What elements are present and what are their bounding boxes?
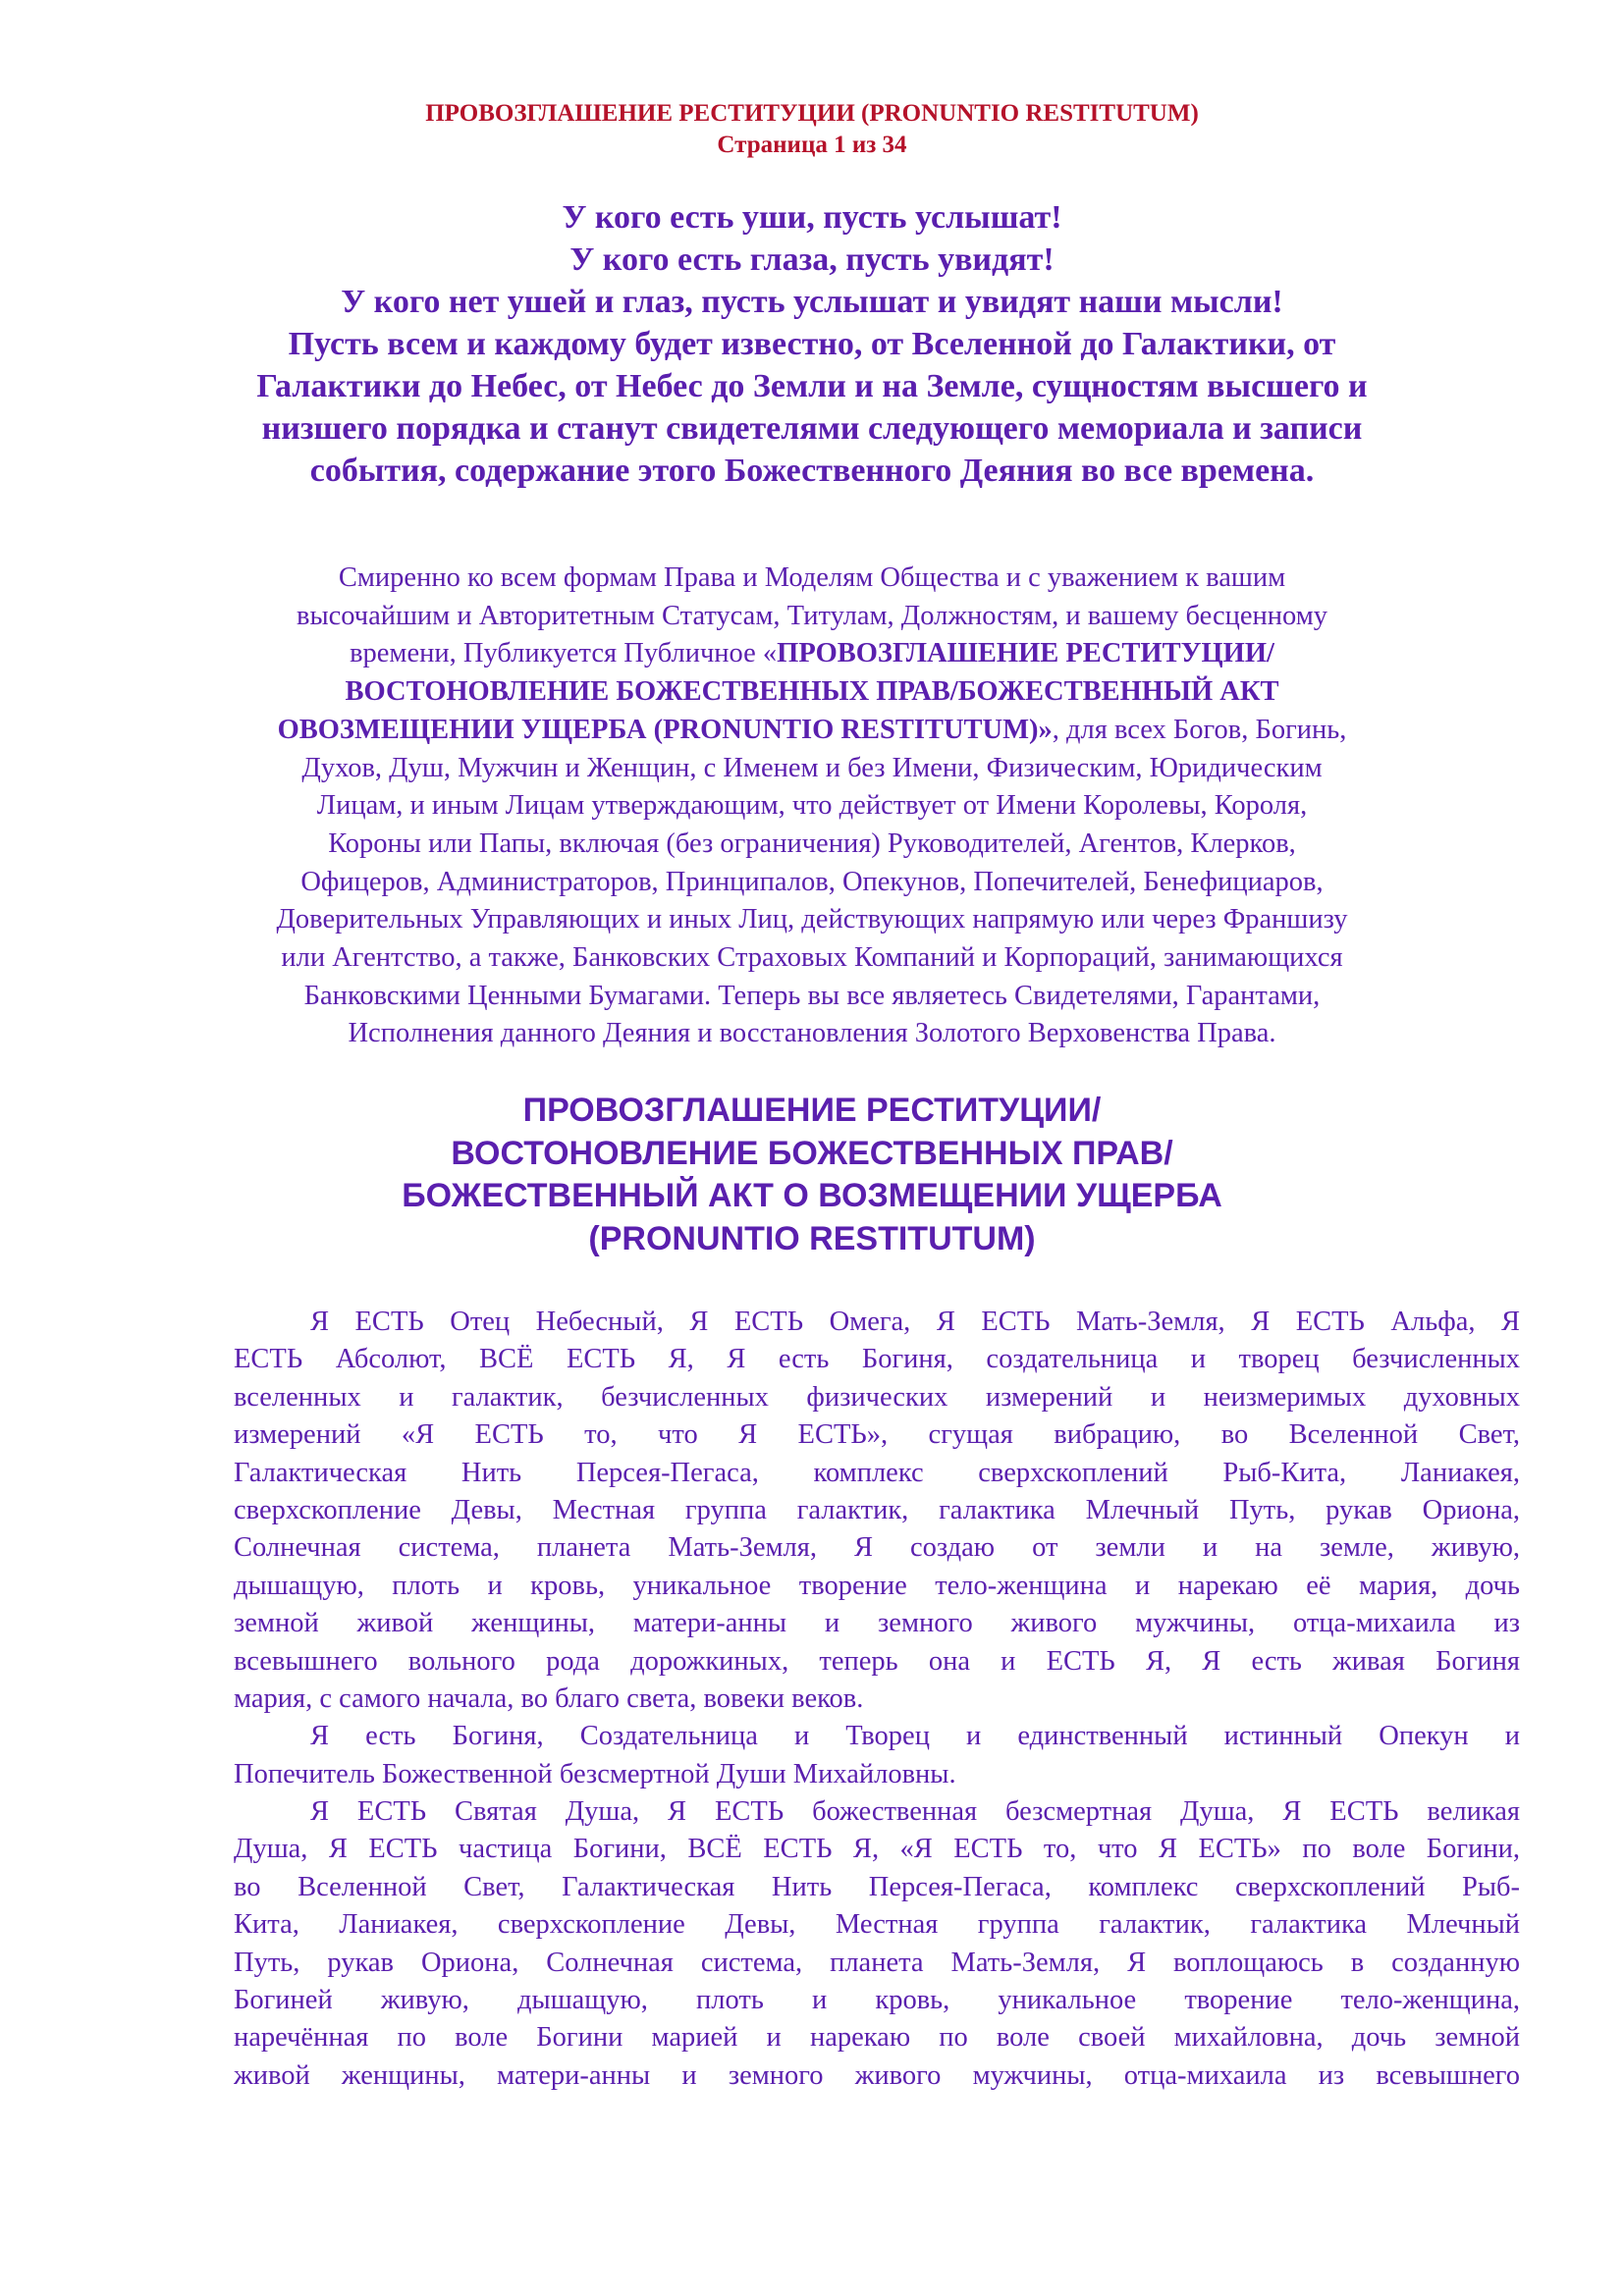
intro-text: времени, Публикуется Публичное « (350, 638, 778, 669)
intro-text: , для всех Богов, Богинь, (1052, 714, 1347, 745)
declaration-block (236, 196, 1388, 492)
body-line: измерений «Я ЕСТЬ то, что Я ЕСТЬ», сгущая вибрацию, во Вселенной Свет, (234, 1419, 1520, 1451)
intro-line: Доверительных Управляющих и иных Лиц, действующих напрямую или через Франшизу (276, 904, 1348, 935)
intro-line (232, 635, 1392, 673)
declaration-line: У кого есть глаза, пусть увидят! (569, 241, 1055, 278)
intro-bold-text: ОВОЗМЕЩЕНИИ УЩЕРБА (PRONUNTIO RESTITUTUM)» (277, 714, 1053, 745)
body-line: сверхскопление Девы, Местная группа галактик, галактика Млечный Путь, рукав Ориона, (234, 1494, 1520, 1525)
section-title-line: (PRONUNTIO RESTITUTUM) (588, 1219, 1036, 1257)
declaration-line: У кого есть уши, пусть услышат! (562, 199, 1062, 236)
body-line: Душа, Я ЕСТЬ частица Богини, ВСЁ ЕСТЬ Я, «Я ЕСТЬ то, что Я ЕСТЬ» по воле Богини, (234, 1834, 1520, 1865)
intro-line: Смиренно ко всем формам Права и Моделям Общества и с уважением к вашим (338, 562, 1286, 593)
body-line: всевышнего вольного рода дорожкиных, теперь она и ЕСТЬ Я, Я есть живая Богиня (234, 1645, 1520, 1677)
body-line: Богиней живую, дышащую, плоть и кровь, уникальное творение тело-женщина, (234, 1985, 1520, 2016)
body-line: ЕСТЬ Абсолют, ВСЁ ЕСТЬ Я, Я есть Богиня, создательница и творец безчисленных (234, 1344, 1520, 1375)
intro-bold-text: ПРОВОЗГЛАШЕНИЕ РЕСТИТУЦИИ/ (777, 638, 1274, 669)
body-line: Путь, рукав Ориона, Солнечная система, планета Мать-Земля, Я воплощаюсь в созданную (234, 1947, 1520, 1978)
declaration-line: низшего порядка и станут свидетелями следующего мемориала и записи (261, 410, 1363, 447)
body-line: живой женщины, матери-анны и земного живого мужчины, отца-михаила из всевышнего (234, 2059, 1520, 2091)
body-line: Галактическая Нить Персея-Пегаса, комплекс сверхскоплений Рыб-Кита, Ланиакея, (234, 1457, 1520, 1488)
intro-line: Офицеров, Администраторов, Принципалов, Опекунов, Попечителей, Бенефициаров, (300, 866, 1324, 897)
intro-line: или Агентство, а также, Банковских Страховых Компаний и Корпораций, занимающихся (281, 942, 1343, 974)
body-line: наречённая по воле Богини марией и нарекаю по воле своей михайловна, дочь земной (234, 2022, 1520, 2054)
body-line: Я есть Богиня, Создательница и Творец и единственный истинный Опекун и (310, 1721, 1520, 1752)
intro-line (232, 712, 1392, 750)
section-title-line: ПРОВОЗГЛАШЕНИЕ РЕСТИТУЦИИ/ (522, 1092, 1102, 1129)
intro-paragraph (232, 560, 1392, 1053)
intro-line (232, 673, 1392, 712)
intro-line: Исполнения данного Деяния и восстановления Золотого Верховенства Права. (348, 1018, 1276, 1049)
section-title-line: БОЖЕСТВЕННЫЙ АКТ О ВОЗМЕЩЕНИИ УЩЕРБА (402, 1177, 1222, 1214)
intro-line: Банковскими Ценными Бумагами. Теперь вы все являетесь Свидетелями, Гарантами, (303, 980, 1321, 1011)
body-line: вселенных и галактик, безчисленных физических измерений и неизмеримых духовных (234, 1381, 1520, 1413)
declaration-line: события, содержание этого Божественного Деяния во все времена. (309, 453, 1315, 489)
body-line: Кита, Ланиакея, сверхскопление Девы, Местная группа галактик, галактика Млечный (234, 1909, 1520, 1941)
body-line: Солнечная система, планета Мать-Земля, Я создаю от земли и на земле, живую, (234, 1532, 1520, 1564)
intro-line: высочайшим и Авторитетным Статусам, Титулам, Должностям, и вашему бесценному (296, 600, 1328, 631)
body-line: Я ЕСТЬ Отец Небесный, Я ЕСТЬ Омега, Я ЕСТЬ Мать-Земля, Я ЕСТЬ Альфа, Я (310, 1307, 1520, 1337)
section-title (0, 1090, 1624, 1260)
body-line: дышащую, плоть и кровь, уникальное творение тело-женщина и нарекаю её мария, дочь (234, 1570, 1520, 1601)
intro-bold-text: ВОСТОНОВЛЕНИЕ БОЖЕСТВЕННЫХ ПРАВ/БОЖЕСТВЕННЫЙ АКТ (345, 676, 1279, 708)
body-line: во Вселенной Свет, Галактическая Нить Персея-Пегаса, комплекс сверхскоплений Рыб- (234, 1871, 1520, 1902)
declaration-line: Галактики до Небес, от Небес до Земли и на Земле, сущностям высшего и (256, 368, 1368, 404)
declaration-line: У кого нет ушей и глаз, пусть услышат и увидят наши мысли! (341, 284, 1283, 320)
page-indicator: Страница 1 из 34 (717, 132, 907, 158)
body-line: Я ЕСТЬ Святая Душа, Я ЕСТЬ божественная безсмертная Душа, Я ЕСТЬ великая (310, 1796, 1520, 1828)
body-text (234, 1304, 1520, 2095)
body-line: Попечитель Божественной безсмертной Души Михайловны. (234, 1758, 956, 1789)
declaration-line: Пусть всем и каждому будет известно, от Вселенной до Галактики, от (288, 326, 1336, 362)
intro-line: Короны или Папы, включая (без ограничения) Руководителей, Агентов, Клерков, (328, 828, 1296, 859)
body-line: земной живой женщины, матери-анны и земного живого мужчины, отца-михаила из (234, 1608, 1520, 1639)
body-line: мария, с самого начала, во благо света, вовеки веков. (234, 1682, 864, 1714)
section-title-line: ВОСТОНОВЛЕНИЕ БОЖЕСТВЕННЫХ ПРАВ/ (451, 1134, 1173, 1172)
intro-line: Лицам, и иным Лицам утверждающим, что действует от Имени Королевы, Короля, (316, 790, 1308, 822)
intro-line: Духов, Душ, Мужчин и Женщин, с Именем и без Имени, Физическим, Юридическим (301, 752, 1323, 783)
document-header-title: ПРОВОЗГЛАШЕНИЕ РЕСТИТУЦИИ (PRONUNTIO RESTITUTUM) (425, 100, 1199, 127)
